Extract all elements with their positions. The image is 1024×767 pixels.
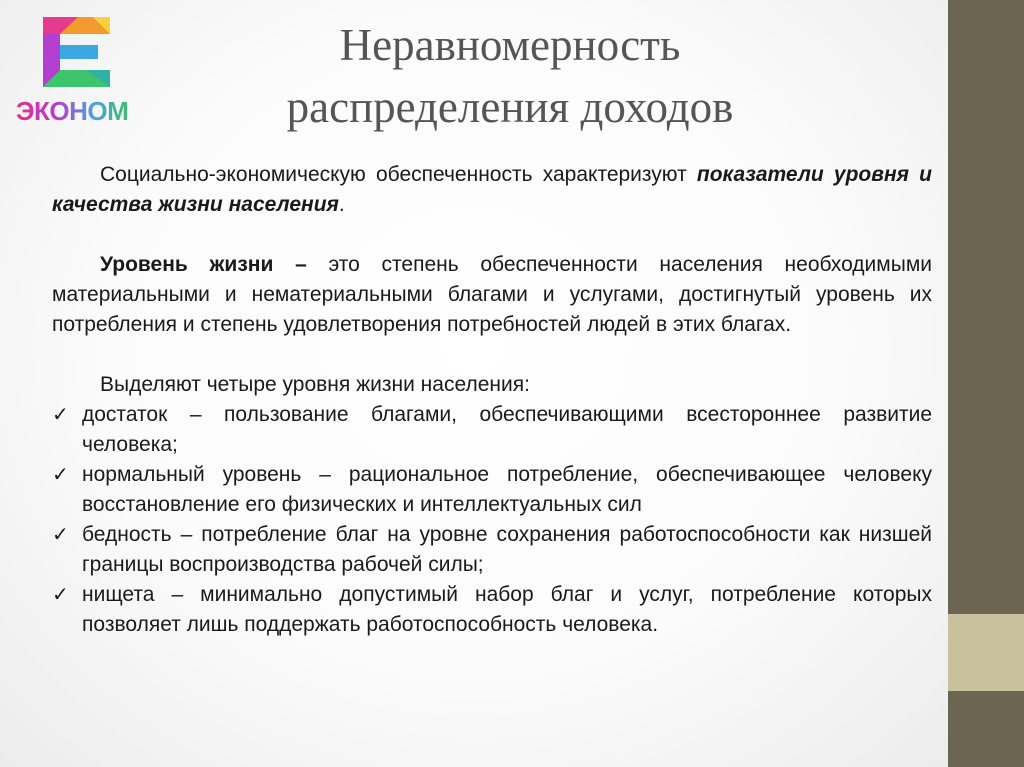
intro-text: Социально-экономическую обеспеченность характеризуют <box>100 163 697 186</box>
sidebar-accent-block <box>948 614 1024 691</box>
intro-emphasis: показатели уровня и качества жизни населения <box>52 163 932 216</box>
list-item <box>52 520 932 580</box>
list-item-text: бедность – потребление благ на уровне сохранения работоспособности как низшей границы воспроизводства рабочей силы; <box>82 523 932 576</box>
definition-paragraph <box>52 250 932 340</box>
list-item-text: достаток – пользование благами, обеспечивающими всестороннее развитие человека; <box>82 403 932 456</box>
list-item <box>52 580 932 640</box>
logo <box>8 8 129 128</box>
checkmark-icon: ✓ <box>52 404 69 426</box>
page-title <box>200 14 820 138</box>
checkmark-icon: ✓ <box>52 464 69 486</box>
list-item <box>52 400 932 460</box>
slide-content <box>52 160 932 640</box>
list-item <box>52 460 932 520</box>
title-line-1: Неравномерность <box>339 20 681 70</box>
title-line-2: распределения доходов <box>286 82 734 132</box>
levels-lead: Выделяют четыре уровня жизни населения: <box>100 373 530 396</box>
levels-list <box>52 400 932 640</box>
list-item-text: нормальный уровень – рациональное потребление, обеспечивающее человеку восстановление его физических и интеллектуальных сил <box>82 463 932 516</box>
checkmark-icon: ✓ <box>52 584 69 606</box>
intro-end: . <box>338 193 345 216</box>
definition-term: Уровень жизни – <box>100 253 307 276</box>
sidebar-decoration <box>948 0 1024 767</box>
definition-text: это степень обеспеченности населения необходимыми материальными и нематериальными благами и услугами, достигнутый уровень их потребления и степень удовлетворения потребностей людей в этих благах. <box>52 253 932 336</box>
logo-e-icon <box>38 12 118 92</box>
checkmark-icon: ✓ <box>52 524 69 546</box>
intro-paragraph <box>52 160 932 220</box>
list-item-text: нищета – минимально допустимый набор благ и услуг, потребление которых позволяет лишь поддержать работоспособность человека. <box>82 583 932 636</box>
logo-text: ЭКОНОМ <box>16 96 129 126</box>
